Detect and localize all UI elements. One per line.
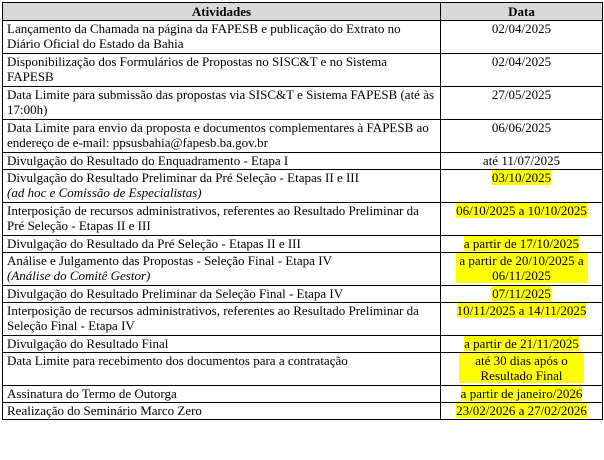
activity-cell: Data Limite para envio da proposta e documentos complementares à FAPESB ao endereço de e-mail: ppsusbahia@fapesb.ba.gov.br	[3, 120, 441, 153]
date-text-highlighted: até 30 dias após o Resultado Final	[459, 353, 584, 383]
table-row	[3, 236, 603, 253]
date-cell	[441, 203, 603, 236]
activity-cell	[3, 253, 441, 286]
date-cell	[441, 353, 603, 386]
activity-cell: Divulgação do Resultado da Pré Seleção - Etapas II e III	[3, 236, 441, 253]
date-text-highlighted: 10/11/2025 a 14/11/2025	[456, 303, 587, 318]
table-header-row	[3, 3, 603, 21]
table-row	[3, 203, 603, 236]
date-cell	[441, 54, 603, 87]
activity-cell: Realização do Seminário Marco Zero	[3, 403, 441, 420]
header-activities: Atividades	[3, 3, 441, 21]
activity-cell: Divulgação do Resultado Preliminar da Seleção Final - Etapa IV	[3, 286, 441, 303]
schedule-table	[2, 2, 603, 420]
date-text-highlighted: 23/02/2026 a 27/02/2026	[456, 403, 587, 418]
date-text: 27/05/2025	[491, 87, 552, 102]
table-row	[3, 54, 603, 87]
table-row	[3, 386, 603, 403]
table-row	[3, 253, 603, 286]
table-row	[3, 286, 603, 303]
activity-note: (ad hoc e Comissão de Especialistas)	[7, 185, 202, 200]
activity-cell: Divulgação do Resultado Final	[3, 336, 441, 353]
date-text-highlighted: a partir de 21/11/2025	[464, 336, 579, 351]
table-row	[3, 303, 603, 336]
date-text: 02/04/2025	[491, 21, 552, 36]
activity-cell: Interposição de recursos administrativos, referentes ao Resultado Preliminar da Seleção Final - Etapa IV	[3, 303, 441, 336]
date-cell	[441, 303, 603, 336]
date-text: 02/04/2025	[491, 54, 552, 69]
activity-note: (Análise do Comitê Gestor)	[7, 268, 151, 283]
date-cell	[441, 120, 603, 153]
activity-cell: Divulgação do Resultado do Enquadramento - Etapa I	[3, 153, 441, 170]
activity-cell: Data Limite para recebimento dos documentos para a contratação	[3, 353, 441, 386]
table-row	[3, 120, 603, 153]
activity-cell	[3, 170, 441, 203]
date-cell	[441, 21, 603, 54]
date-cell	[441, 403, 603, 420]
table-row	[3, 87, 603, 120]
date-text-highlighted: 03/10/2025	[491, 170, 552, 185]
table-row	[3, 336, 603, 353]
date-cell	[441, 336, 603, 353]
date-text-highlighted: 07/11/2025	[492, 286, 551, 301]
date-cell	[441, 153, 603, 170]
table-row	[3, 170, 603, 203]
table-row	[3, 153, 603, 170]
date-cell	[441, 87, 603, 120]
activity-text: Divulgação do Resultado Preliminar da Pré Seleção - Etapas II e III	[7, 170, 359, 185]
date-text-highlighted: a partir de 17/10/2025	[463, 236, 580, 251]
table-row	[3, 21, 603, 54]
header-date: Data	[441, 3, 603, 21]
date-cell	[441, 286, 603, 303]
activity-text: Análise e Julgamento das Propostas - Seleção Final - Etapa IV	[7, 253, 332, 268]
schedule-table-wrapper	[2, 2, 603, 420]
date-text-highlighted: a partir de janeiro/2026	[460, 386, 583, 401]
date-cell	[441, 170, 603, 203]
date-text: até 11/07/2025	[482, 153, 561, 168]
date-cell	[441, 236, 603, 253]
date-cell	[441, 386, 603, 403]
date-cell	[441, 253, 603, 286]
activity-cell: Interposição de recursos administrativos, referentes ao Resultado Preliminar da Pré Seleção - Etapas II e III	[3, 203, 441, 236]
date-text-highlighted: a partir de 20/10/2025 a 06/11/2025	[456, 253, 588, 283]
activity-cell: Disponibilização dos Formulários de Propostas no SISC&T e no Sistema FAPESB	[3, 54, 441, 87]
date-text-highlighted: 06/10/2025 a 10/10/2025	[456, 203, 587, 218]
activity-cell: Data Limite para submissão das propostas via SISC&T e Sistema FAPESB (até às 17:00h)	[3, 87, 441, 120]
table-row	[3, 403, 603, 420]
date-text: 06/06/2025	[491, 120, 552, 135]
activity-cell: Assinatura do Termo de Outorga	[3, 386, 441, 403]
table-row	[3, 353, 603, 386]
activity-cell: Lançamento da Chamada na página da FAPESB e publicação do Extrato no Diário Oficial do Estado da Bahia	[3, 21, 441, 54]
